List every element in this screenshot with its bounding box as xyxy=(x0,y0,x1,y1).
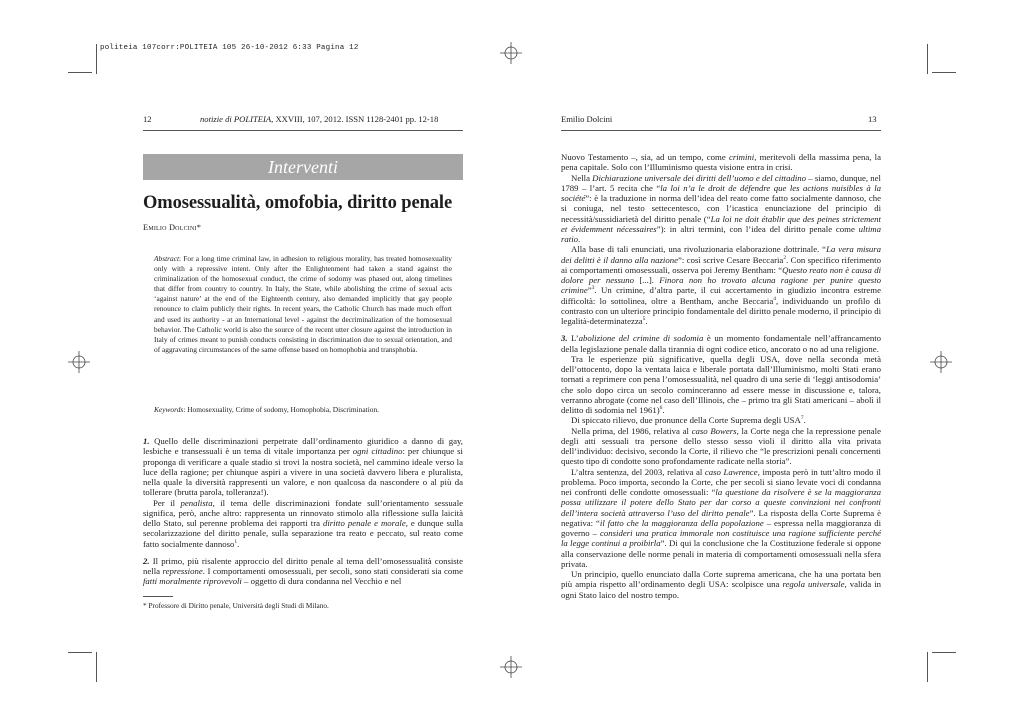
text-run: ”: così scrive Cesare Beccaria xyxy=(677,254,784,265)
text-run: . xyxy=(578,234,581,244)
text-run: abolizione del crimine di sodomia xyxy=(578,333,704,344)
text-run: Finora non ho trovato alcuna ragione per punire questo crimine xyxy=(561,275,881,296)
footnote-ref: 7 xyxy=(800,415,804,422)
text-run: L’ xyxy=(567,333,579,344)
text-run: . xyxy=(662,405,665,415)
text-run: Questo reato non è causa di dolore per nessuno xyxy=(561,264,881,285)
text-run: ”): in altri termini, con l’idea del diritto penale come xyxy=(656,223,859,234)
registration-mark-icon xyxy=(68,351,90,373)
right-header-rule xyxy=(561,130,881,131)
crop-mark xyxy=(932,652,956,653)
text-run: Un principio, quello enunciato dalla Corte suprema americana, che ha una portata ben più ampia rispetto all’ordinamento degli USA: scolpisce una xyxy=(561,569,881,590)
text-run: – espressa nella maggioranza di governo – xyxy=(561,517,882,538)
print-slug: politeia 107corr:POLITEIA 105 26-10-2012 6:33 Pagina 12 xyxy=(100,44,359,52)
footnote-rule xyxy=(143,596,173,597)
left-running-head xyxy=(200,114,438,124)
text-run: L’altra sentenza, del 2003, relativa al xyxy=(571,466,705,477)
text-run: , individuando un profilo di contrasto con un ulteriore principio fondamentale del diritto penale moderno, il principio di legalità-determinatezza xyxy=(561,295,882,326)
text-run: , e dunque sulla secolarizzazione del diritto penale, sulla separazione tra reato e peccato, sul reato come fatto socialmente dannoso xyxy=(143,518,464,549)
text-run: ogni cittadino xyxy=(352,446,403,457)
text-run: ”. Di qui la conclusione che la Costituzione federale si oppone alla conservazione delle norme penali in materia di comportamenti omosessuali nella sfera privata. xyxy=(561,538,881,569)
footnote: * Professore di Diritto penale, Università degli Studi di Milano. xyxy=(143,601,329,610)
section-number: 3. xyxy=(561,333,568,344)
right-page-number: 13 xyxy=(868,114,877,124)
author-footnote-mark: * xyxy=(196,223,202,232)
text-run: , meritevoli della massima pena, la pena capitale. Solo con l’Illuminismo questa visione entra in crisi. xyxy=(561,152,881,173)
text-run: – siamo, dunque, nel 1789 – l’art. 5 recita che “ xyxy=(561,172,881,193)
author-name: Emilio Dolcini xyxy=(143,223,197,232)
text-run: ” xyxy=(587,285,592,296)
text-run: Di spiccato rilievo, due pronunce della Corte Suprema degli USA xyxy=(571,415,801,426)
text-run: . xyxy=(237,538,240,549)
text-run: consideri una pratica immorale non costituisce una ragione sufficiente perché la legge continui a proibirla xyxy=(561,528,881,549)
left-body-text xyxy=(143,436,463,587)
text-run: . xyxy=(803,415,806,426)
section-number: 1. xyxy=(143,436,150,446)
section-2-paragraph xyxy=(143,556,463,587)
text-run: Alla base di tali enunciati, una rivoluzionaria elaborazione dottrinale. “ xyxy=(571,244,827,255)
article-title: Omosessualità, omofobia, diritto penale xyxy=(143,193,453,213)
registration-mark-icon xyxy=(500,656,522,678)
text-run: Per il xyxy=(153,497,181,508)
paragraph xyxy=(561,354,881,416)
text-run: – oggetto di dura condanna nel Vecchio e nel xyxy=(241,576,402,587)
text-run: è un momento fondamentale nell’affrancamento della legislazione penale dalla tirannia di ogni codice etico, ancorato o no ad una religione. xyxy=(561,333,882,354)
text-run: il fatto che la maggioranza della popolazione xyxy=(599,517,764,528)
text-run: ”: è la traduzione in norma dell’idea del reato come fatto socialmente dannoso, che si coniuga, nel testo settecentesco, con l’icastica enunciazione del principio di necessità/sussidiarietà del diritto penale (“ xyxy=(561,193,881,224)
abstract xyxy=(154,254,452,355)
paragraph xyxy=(561,467,881,570)
text-run: fatti moralmente riprovevoli xyxy=(143,576,242,587)
footnote-ref: 4 xyxy=(773,295,776,302)
crop-mark xyxy=(96,652,97,682)
left-page-number: 12 xyxy=(143,114,152,124)
text-run: Nuovo Testamento –, sia, ad un tempo, come xyxy=(561,152,729,162)
text-run: . Con specifico riferimento ai comportamenti omosessuali, osserva poi Jeremy Bentham: “ xyxy=(561,254,881,275)
text-run: , valida in ogni Stato laico del nostro tempo. xyxy=(561,579,882,600)
paragraph xyxy=(561,244,881,326)
registration-mark-icon xyxy=(930,351,952,373)
crop-mark xyxy=(927,652,928,682)
crop-mark xyxy=(68,652,92,653)
text-run: La vera misura dei delitti è il danno alla nazione xyxy=(561,244,882,265)
keywords xyxy=(154,405,452,415)
registration-mark-icon xyxy=(500,42,522,64)
crop-mark xyxy=(96,44,97,74)
text-run: . I comportamenti omosessuali, per secoli, sono stati considerati sia come xyxy=(202,566,463,576)
footnote-ref: 5 xyxy=(642,316,646,323)
section-banner xyxy=(143,154,463,180)
text-run: Quello delle discriminazioni perpetrate dall’ordinamento giuridico a danno di gay, lesbiche e transessuali è un tema di vitale importanza per xyxy=(143,436,463,457)
footnote-ref: 6 xyxy=(659,405,663,412)
text-run: [...]. xyxy=(634,275,660,285)
abstract-text: : For a long time criminal law, in adhesion to religious morality, has treated homosexuality only with a repressive intent. Only after the Enlightenment had taken a stand against the criminalization of the homosexual conduct, the crime of sodomy was phased out, along timelines that differ from country to country. In Italy, the State, while abolishing the crime of sexual acts ‘against nature’ at the end of the Eighteenth century, also demanded implicitly that gay people renounce to claim publicly their rights. In recent years, the Catholic Church has made much effort and used its authority - at an International level - against the decriminalization of the homosexual behavior. The Catholic world is also the source of the recent utter closure against the introduction in Italy of crimes meant to punish conducts consisting in discrimination due to sexual orientation, and of aggravating circumstances of the same offense based on homophobia and transphobia. xyxy=(154,254,452,354)
abstract-label: Abstract xyxy=(154,254,180,263)
paragraph xyxy=(561,152,881,173)
keywords-label: Keywords xyxy=(154,405,184,414)
section-1-paragraph-2 xyxy=(143,498,463,549)
author-byline xyxy=(143,223,201,232)
section-3-paragraph xyxy=(561,333,881,354)
right-running-head: Emilio Dolcini xyxy=(561,114,613,124)
text-run: ”. La risposta della Corte Suprema è negativa: “ xyxy=(561,507,881,528)
text-run: repressione xyxy=(162,566,203,576)
text-run: Il primo, più risalente approccio del diritto penale al tema dell’omosessualità consiste nella xyxy=(143,555,463,576)
paragraph xyxy=(561,415,881,425)
text-run: penalista xyxy=(180,497,213,508)
crop-mark xyxy=(927,44,928,74)
text-run: crimini xyxy=(728,152,755,162)
text-run: Nella prima, del 1986, relativa al xyxy=(571,425,692,436)
footnote-ref: 1 xyxy=(234,538,238,545)
section-banner-label: Interventi xyxy=(268,157,338,177)
text-run: diritto penale e morale xyxy=(322,518,406,528)
footnote-ref: 2 xyxy=(783,254,787,261)
paragraph xyxy=(561,426,881,467)
keywords-text: : Homosexuality, Crime of sodomy, Homophobia, Discrimination. xyxy=(183,405,379,414)
text-run: , imposta però in tutt’altro modo il problema. Poco importa, secondo la Corte, che per secoli si siano levate voci di condanna nei confronti delle condotte omosessuali: “ xyxy=(561,466,881,497)
text-run: ultima ratio xyxy=(561,223,881,244)
text-run: , il tema delle discriminazioni fondate sull’orientamento sessuale significa, però, anche altro: rappresenta un rinnovato stimolo alla riflessione sulla laicità dello Stato, sul perenne problema dei rapporti tra xyxy=(143,497,464,528)
journal-citation: , XXVIII, 107, 2012. ISSN 1128-2401 pp. 12-18 xyxy=(271,114,439,124)
text-run: . xyxy=(645,316,648,326)
text-run: caso Lawrence xyxy=(704,466,758,477)
text-run: caso Bowers xyxy=(691,425,737,436)
section-number: 2. xyxy=(143,555,150,566)
crop-mark xyxy=(932,72,956,73)
text-run: Nella xyxy=(571,172,593,183)
journal-name: notizie di POLITEIA xyxy=(200,114,272,124)
text-run: . Un crimine, d’altra parte, il cui accertamento in giudizio incontra estreme difficoltà: lo sottolinea, oltre a Bentham, anche Beccaria xyxy=(561,285,881,306)
footnote-ref: 3 xyxy=(591,285,595,292)
right-body-text xyxy=(561,152,881,600)
text-run: la questione da risolvere è se la maggioranza possa utilizzare il potere dello Stato per dar corso a queste convinzioni nei confronti dell’intera società attraverso l’uso del diritto penale xyxy=(561,487,881,518)
crop-mark xyxy=(68,72,92,73)
left-header-rule xyxy=(143,130,463,131)
text-run: , la Corte nega che la repressione penale degli atti sessuali tra persone dello stesso sesso violi il diritto alla vita privata dell’individuo: decisivo, secondo la Corte, il rilievo che “le prescrizioni penali concernenti questo tipo di condotte sono profondamente radicate nella storia”. xyxy=(561,425,881,467)
text-run: regola universale xyxy=(782,579,845,590)
paragraph xyxy=(561,569,881,600)
paragraph xyxy=(561,173,881,245)
text-run: Tra le esperienze più significative, quella degli USA, dove nella seconda metà dell’ottocento, dopo la ventata laica e liberale portata dall’Illuminismo, molti Stati erano tornati a reprimere con pena l’omosessualità, nel quadro di una serie di ‘leggi antisodomia’ che solo dopo circa un secolo cominceranno ad essere messe in discussione e, talora, verranno abrogate (come nel caso dell’Illinois, che – primo tra gli Stati americani – abolì il delitto di sodomia nel 1961) xyxy=(561,353,881,415)
text-run: Dichiarazione universale dei diritti dell’uomo e del cittadino xyxy=(592,172,807,183)
text-run: la loi n’a le droit de défendre que les actions nuisibles à la société xyxy=(561,182,881,203)
section-1-paragraph xyxy=(143,436,463,498)
text-run: : per chiunque si proponga di verificare a quale stadio si trovi la nostra società, nel cammino ideale verso la luce della ragione; per chiunque aspiri a vivere in una società davvero libera e pluralista, nella quale la diversità rappresenti un valore, e non qualcosa da nascondere o al più da tollerare (brutta parola, tolleranza!). xyxy=(143,446,463,498)
text-run: La loi ne doit établir que des peines strictement et évidemment nécessaires xyxy=(561,213,881,234)
